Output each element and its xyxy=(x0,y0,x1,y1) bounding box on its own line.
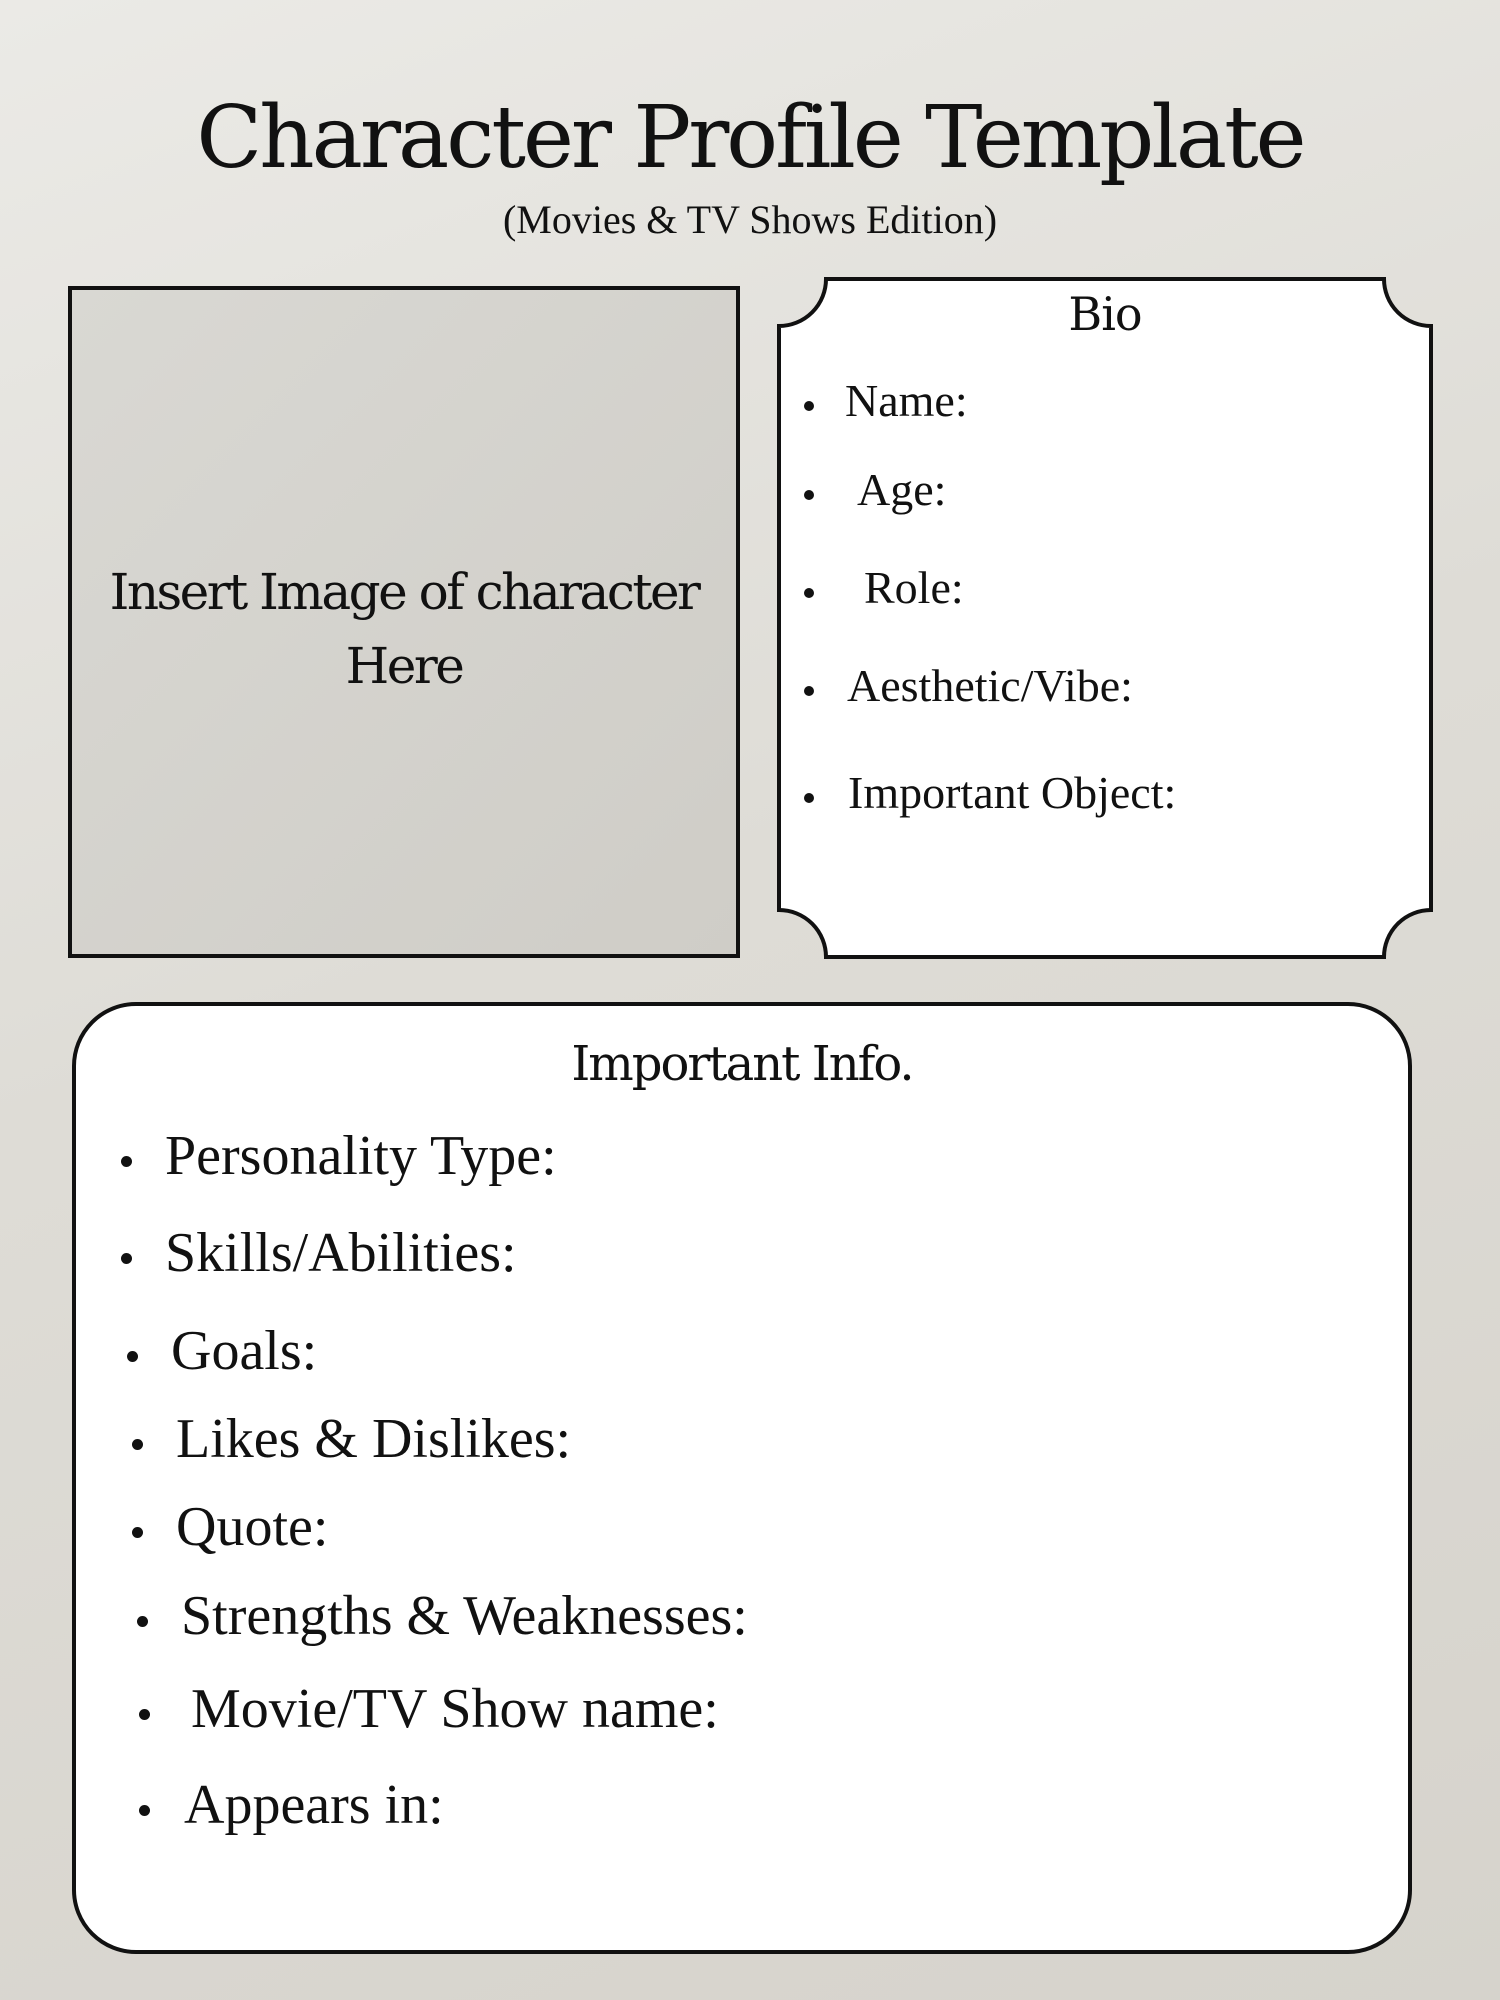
bio-heading: Bio xyxy=(1068,287,1142,341)
bio-bullet xyxy=(804,793,814,803)
image-placeholder-text xyxy=(72,555,736,703)
info-bullet xyxy=(121,1156,132,1167)
page-title: Character Profile Template xyxy=(196,88,1304,188)
info-item-goals: Goals: xyxy=(171,1320,318,1382)
info-item-appears-in: Appears in: xyxy=(184,1774,444,1836)
info-bullet xyxy=(132,1527,143,1538)
info-item-quote: Quote: xyxy=(176,1496,329,1558)
bio-item-age: Age: xyxy=(857,464,947,515)
info-item-skills-abilities: Skills/Abilities: xyxy=(165,1222,517,1284)
important-info-heading: Important Info. xyxy=(571,1036,913,1092)
character-image-placeholder[interactable] xyxy=(68,286,740,958)
bio-bullet xyxy=(804,490,814,500)
bio-item-aesthetic-vibe: Aesthetic/Vibe: xyxy=(847,660,1133,711)
info-bullet xyxy=(121,1253,132,1264)
info-bullet xyxy=(139,1709,150,1720)
bio-panel xyxy=(776,276,1434,960)
bio-bullet xyxy=(804,686,814,696)
info-bullet xyxy=(127,1351,138,1362)
important-info-panel xyxy=(72,1002,1412,1954)
info-bullet xyxy=(137,1616,148,1627)
info-item-personality-type: Personality Type: xyxy=(165,1125,557,1187)
info-bullet xyxy=(139,1805,150,1816)
info-item-movie-tv-show-name: Movie/TV Show name: xyxy=(191,1678,719,1740)
info-bullet xyxy=(132,1439,143,1450)
bio-item-name: Name: xyxy=(845,375,968,426)
image-placeholder-line-2: Here xyxy=(345,637,463,695)
bio-bullet xyxy=(804,401,814,411)
image-placeholder-line-1: Insert Image of character xyxy=(109,563,699,621)
bio-bullet xyxy=(804,588,814,598)
bio-item-role: Role: xyxy=(864,562,964,613)
info-item-strengths-weaknesses: Strengths & Weaknesses: xyxy=(181,1585,748,1647)
info-item-likes-dislikes: Likes & Dislikes: xyxy=(176,1408,572,1470)
bio-item-important-object: Important Object: xyxy=(848,767,1177,818)
page-subtitle: (Movies & TV Shows Edition) xyxy=(502,197,998,242)
